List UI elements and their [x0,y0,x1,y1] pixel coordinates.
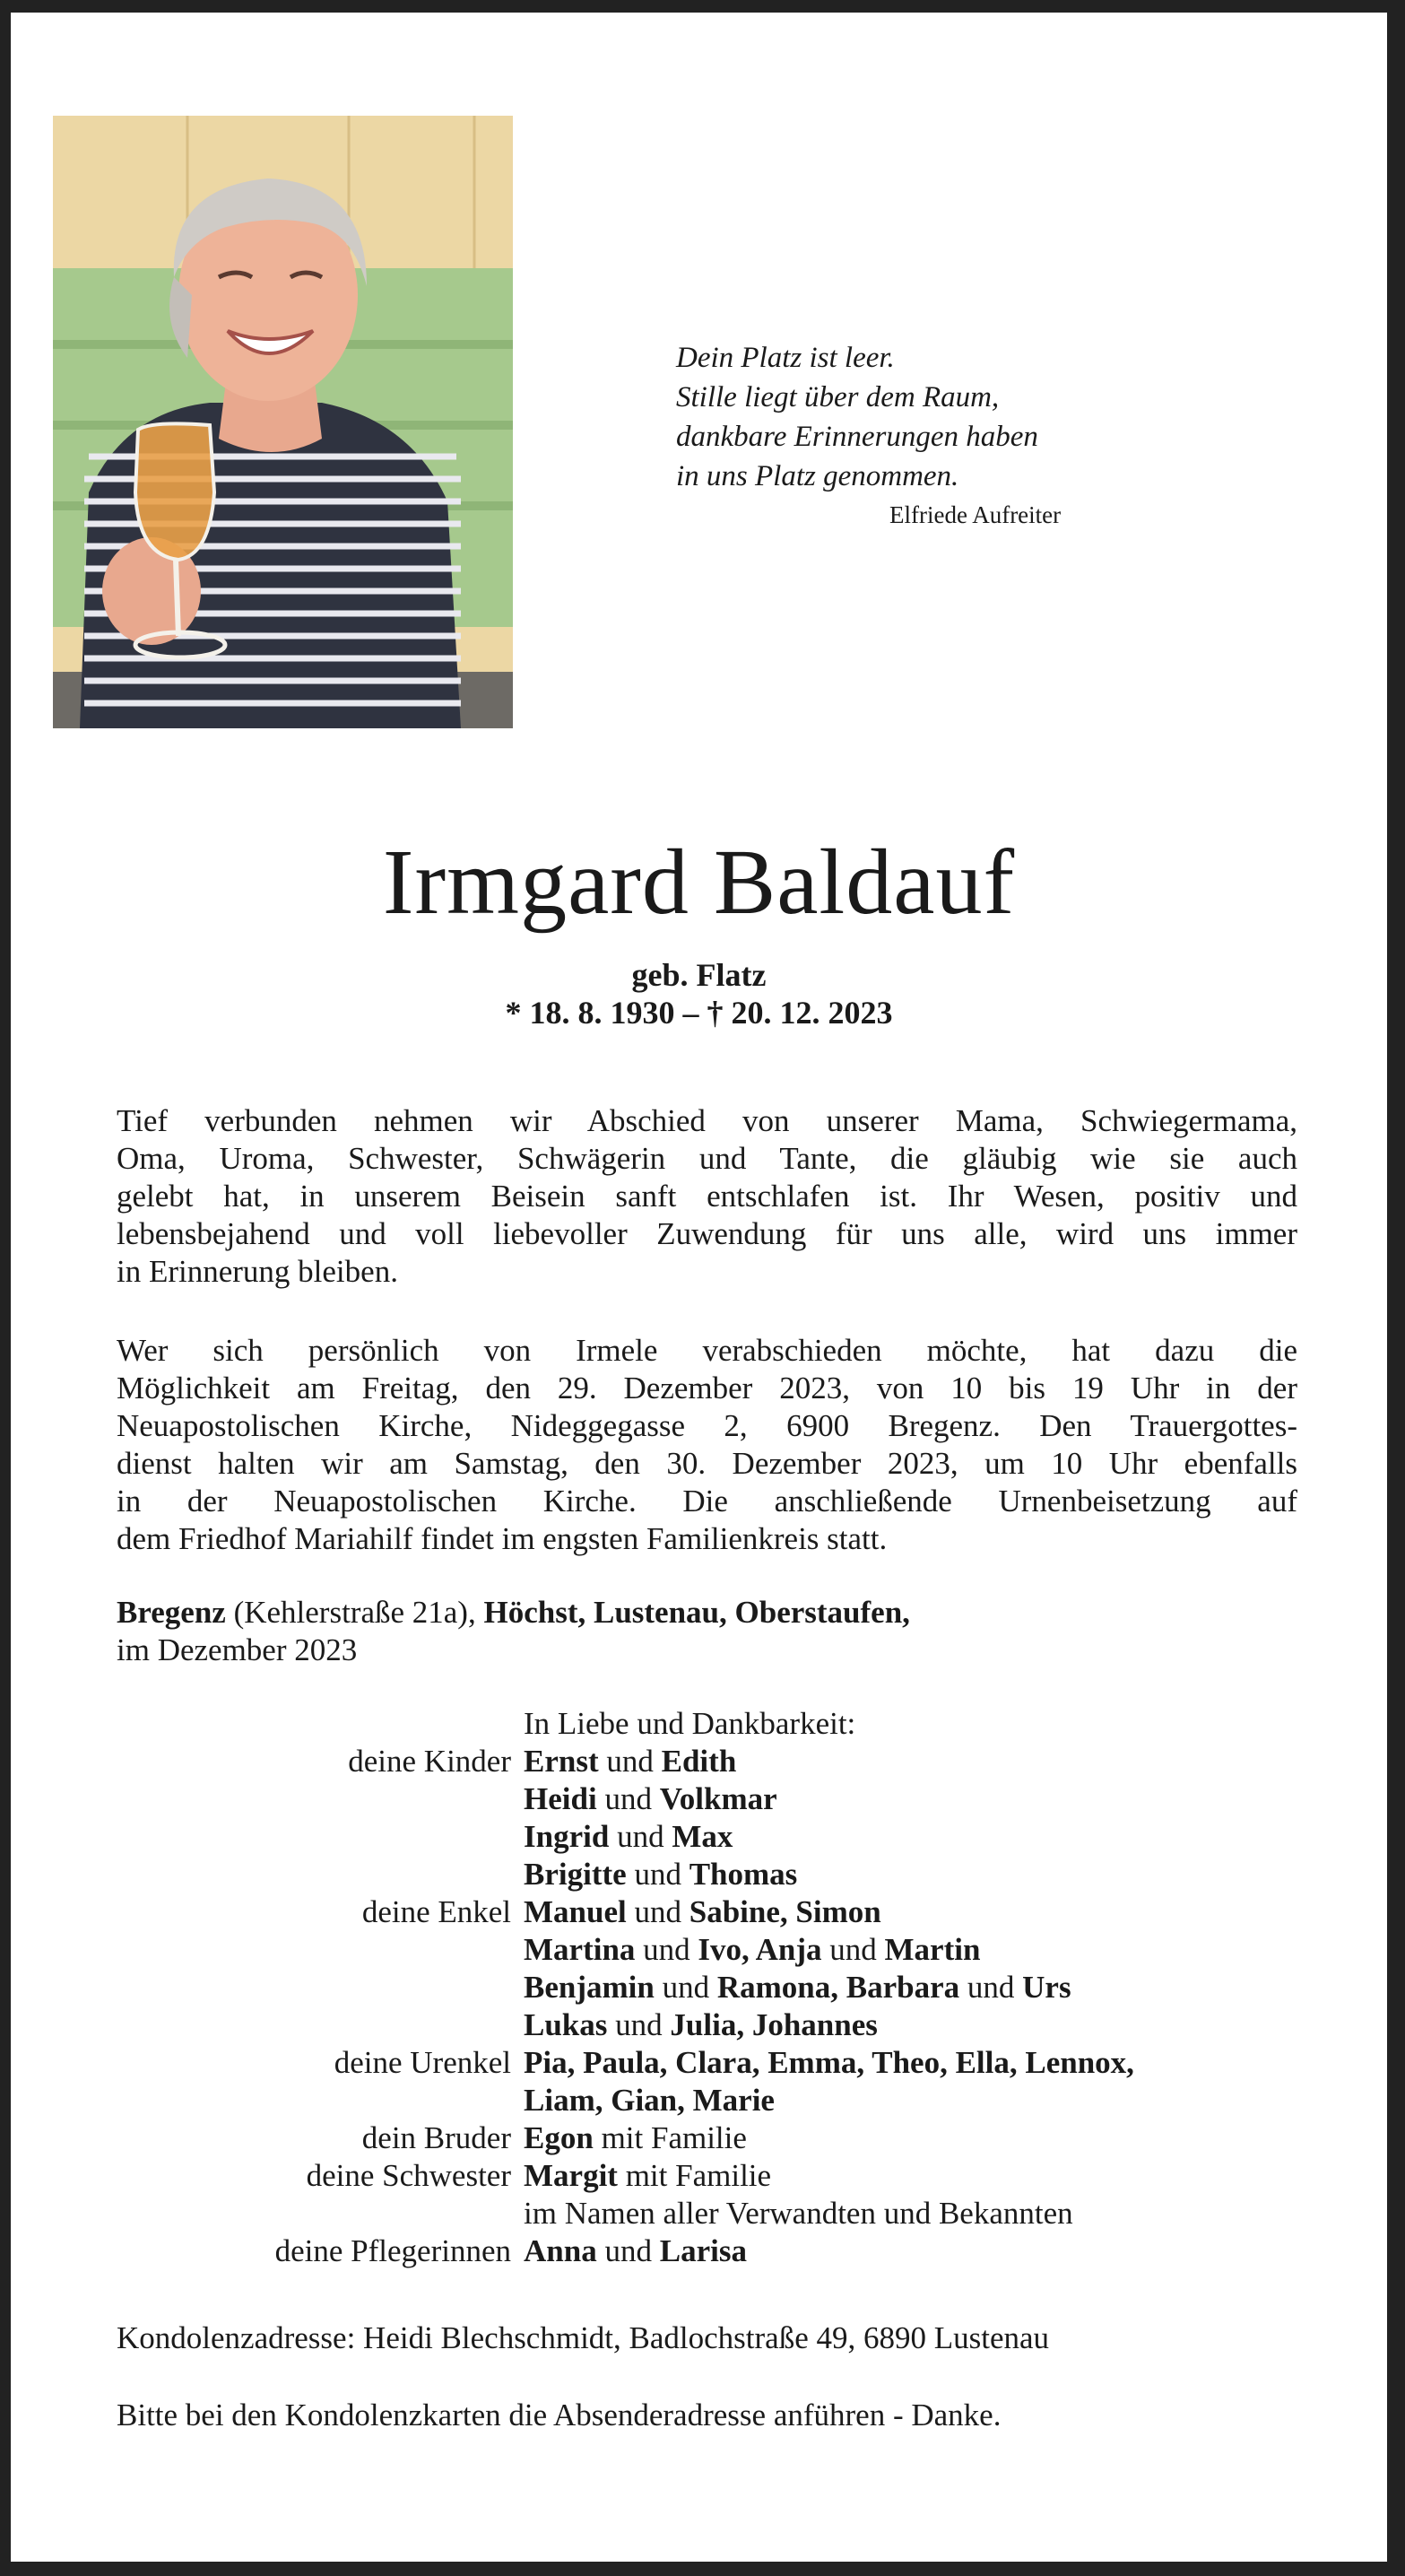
relative-names [524,2082,775,2119]
connector-text: und [626,1857,689,1892]
relative-name: Pia, Paula, Clara, Emma, Theo, Ella, Lennox, [524,2045,1134,2080]
condolence-note: Bitte bei den Kondolenzkarten die Absenderadresse anführen - Danke. [117,2398,1002,2432]
connector-text: und [626,1894,689,1929]
place-city: Bregenz [117,1595,226,1630]
relative-name: Martina [524,1932,636,1967]
poem-line: Dein Platz ist leer. [676,342,895,374]
family-row [11,1969,1387,2006]
relative-names [524,2044,1134,2082]
text-line: Tief verbunden nehmen wir Abschied von unserer Mama, Schwiegermama, [117,1103,1297,1138]
relative-names [524,2232,747,2270]
relative-name: Anna [524,2233,597,2268]
relation-label: deine Enkel [361,1894,511,1929]
relative-names [524,2006,878,2044]
relative-names [524,2195,1073,2232]
text-line: Neuapostolischen Kirche, Nideggegasse 2, 6900 Bregenz. Den Trauergottes- [117,1408,1297,1443]
relative-names [524,1818,733,1856]
family-row [11,2232,1387,2270]
relative-name: Volkmar [659,1781,777,1816]
text-line: in Erinnerung bleiben. [117,1254,398,1289]
condolence-address: Kondolenzadresse: Heidi Blechschmidt, Badlochstraße 49, 6890 Lustenau [117,2320,1050,2355]
family-row [11,2044,1387,2082]
connector-text: und [654,1970,717,2005]
relative-name: Edith [661,1744,737,1779]
poem [676,338,1214,496]
text-line: Möglichkeit am Freitag, den 29. Dezember 2023, von 10 bis 19 Uhr in der [117,1371,1297,1405]
connector-text: und [635,1932,698,1967]
text-line: dem Friedhof Mariahilf findet im engsten Familienkreis statt. [117,1521,888,1556]
relative-name: Julia, Johannes [670,2007,878,2042]
relative-names [524,1931,980,1969]
family-row [11,2082,1387,2119]
relative-name: Ingrid [524,1819,610,1854]
relation-label: deine Kinder [348,1744,511,1779]
text-line: in der Neuapostolischen Kirche. Die anschließende Urnenbeisetzung auf [117,1484,1297,1519]
family-row [11,2119,1387,2157]
relative-name: Egon [524,2120,594,2155]
relative-name: Thomas [689,1857,798,1892]
connector-text: und [607,2007,671,2042]
family-row [11,1818,1387,1856]
connector-text: und [596,2233,660,2268]
family-row [11,1931,1387,1969]
connector-text: und [596,1781,660,1816]
relative-name: Manuel [524,1894,627,1929]
relative-name: Ernst [524,1744,599,1779]
poem-author: Elfriede Aufreiter [889,501,1062,528]
relation-label: deine Schwester [306,2158,511,2193]
family-row [11,1893,1387,1931]
relative-name: Ivo, Anja [698,1932,822,1967]
connector-text: mit Familie [617,2158,772,2193]
family-row [11,1780,1387,1818]
service-paragraph [117,1332,1297,1558]
relative-name: Martin [884,1932,981,1967]
family-list [11,1705,1387,2270]
family-intro-row [11,1705,1387,1743]
text-line: Oma, Uroma, Schwester, Schwägerin und Tante, die gläubig wie sie auch [117,1141,1297,1176]
relative-names [524,2157,771,2195]
portrait-illustration [53,116,513,728]
relative-names [524,1893,881,1931]
farewell-paragraph [117,1102,1297,1291]
family-row [11,2157,1387,2195]
relative-name: Benjamin [524,1970,655,2005]
relative-name: Max [672,1819,733,1854]
place-street: (Kehlerstraße 21a), [233,1595,476,1630]
relation-label: dein Bruder [361,2120,511,2155]
relative-names [524,1780,777,1818]
family-intro: In Liebe und Dankbarkeit: [524,1706,856,1741]
text-line: lebensbejahend und voll liebevoller Zuwendung für uns alle, wird uns immer [117,1216,1297,1251]
maiden-name: geb. Flatz [631,957,767,993]
relative-names [524,1969,1071,2006]
family-row [11,2006,1387,2044]
text-line: dienst halten wir am Samstag, den 30. Dezember 2023, um 10 Uhr ebenfalls [117,1446,1297,1481]
relative-name: Heidi [524,1781,597,1816]
relation-label: deine Pflegerinnen [274,2233,511,2268]
connector-text: und [821,1932,885,1967]
relative-name: Brigitte [524,1857,627,1892]
relative-name: Liam, Gian, Marie [524,2083,775,2118]
deceased-name: Irmgard Baldauf [382,831,1016,934]
poem-line: Stille liegt über dem Raum, [676,381,1000,413]
family-row [11,2195,1387,2232]
connector-text: und [598,1744,662,1779]
relative-names [524,2119,747,2157]
obituary-page [11,13,1387,2562]
relation-label: deine Urenkel [334,2045,511,2080]
poem-line: in uns Platz genommen. [676,460,959,492]
place-and-date [117,1594,910,1669]
relative-name: Ramona, Barbara [716,1970,960,2005]
relative-name: Margit [524,2158,618,2193]
connector-text: mit Familie [593,2120,747,2155]
portrait-photo [53,116,513,728]
relative-name: Sabine, Simon [689,1894,881,1929]
place-others: Höchst, Lustenau, Oberstaufen, [483,1595,910,1630]
place-month: im Dezember 2023 [117,1632,358,1667]
text-line: Wer sich persönlich von Irmele verabschieden möchte, hat dazu die [117,1333,1297,1368]
connector-text: im Namen aller Verwandten und Bekannten [524,2196,1073,2231]
relative-name: Lukas [524,2007,608,2042]
family-row [11,1743,1387,1780]
life-dates: * 18. 8. 1930 – † 20. 12. 2023 [505,995,893,1031]
connector-text: und [609,1819,672,1854]
poem-line: dankbare Erinnerungen haben [676,421,1038,453]
relative-names [524,1856,797,1893]
relative-name: Larisa [659,2233,747,2268]
family-row [11,1856,1387,1893]
connector-text: und [959,1970,1023,2005]
relative-name: Urs [1022,1970,1071,2005]
relative-names [524,1743,736,1780]
text-line: gelebt hat, in unserem Beisein sanft entschlafen ist. Ihr Wesen, positiv und [117,1179,1297,1214]
